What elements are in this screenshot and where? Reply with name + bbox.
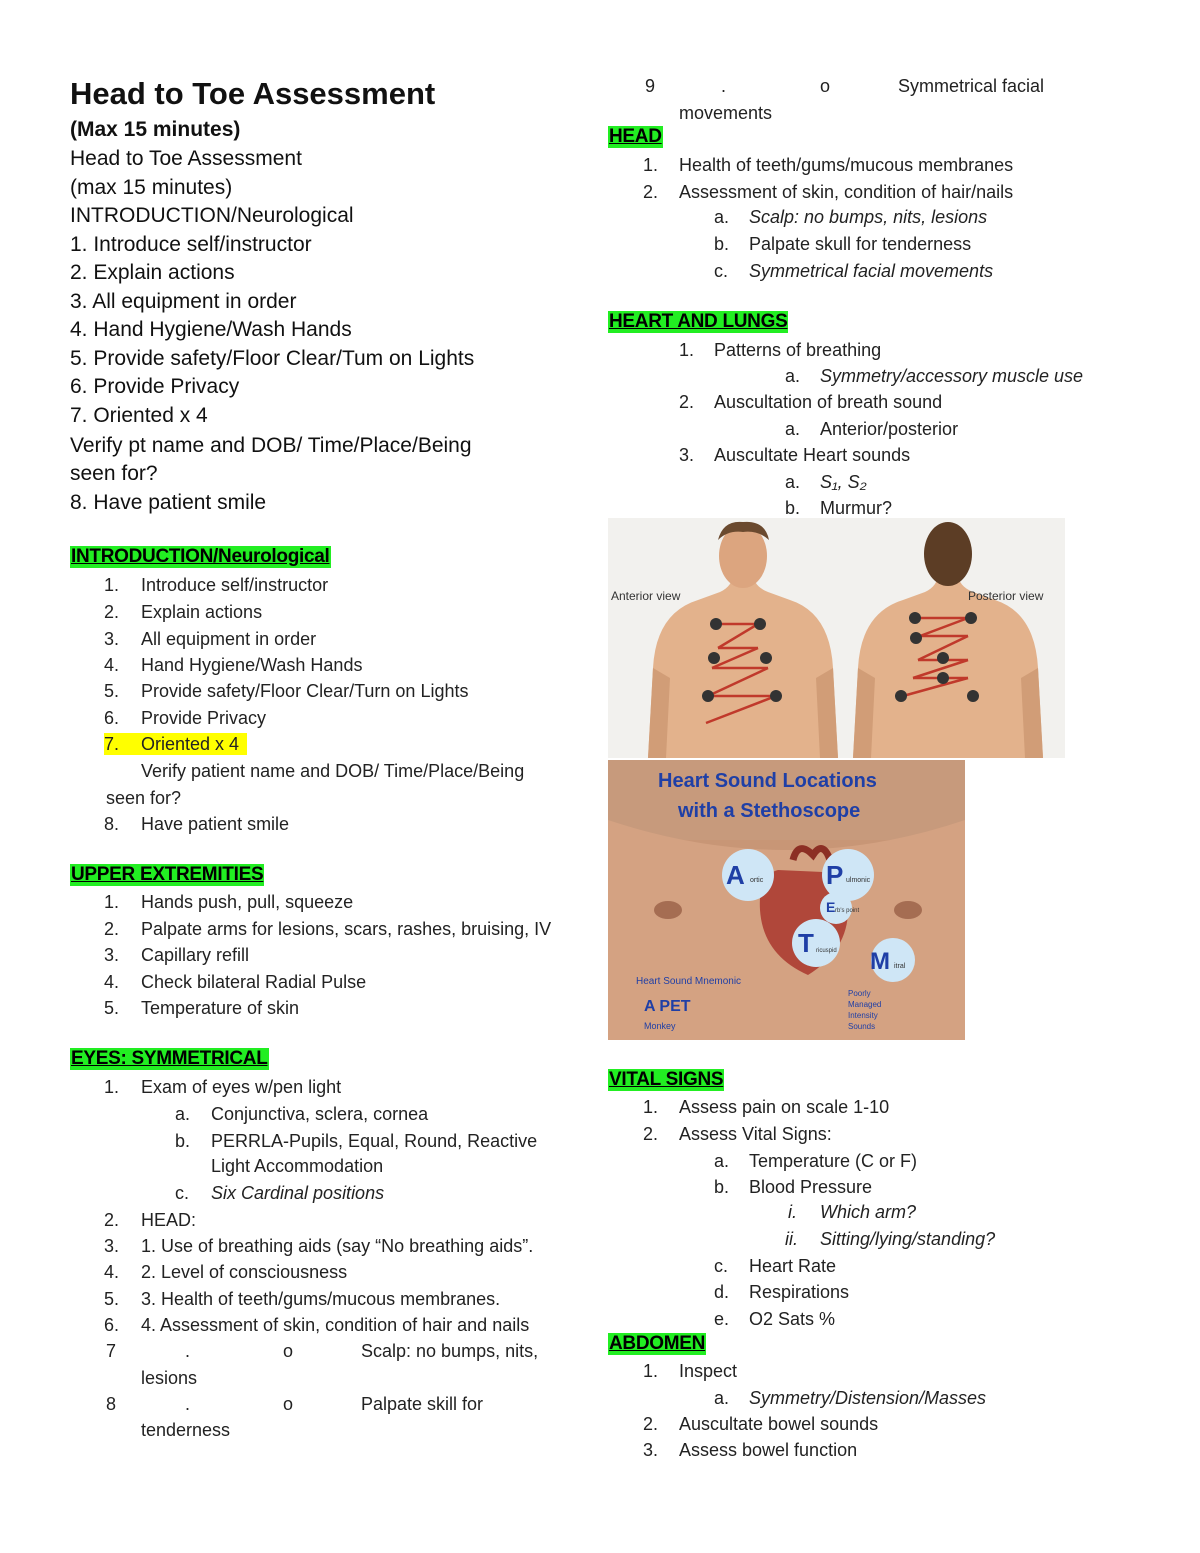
sub-letter: a. [714, 207, 730, 227]
list-dot: . [185, 1341, 191, 1361]
list-item: HEAD: [141, 1210, 197, 1230]
sub-sub-item: Which arm? [820, 1202, 917, 1222]
list-number: 1. [104, 1077, 120, 1097]
letter-tricuspid: T [798, 928, 814, 958]
label-tricuspid: ricuspid [816, 948, 837, 954]
list-item: Hands push, pull, squeeze [141, 892, 354, 912]
section-header-upper-extremities: UPPER EXTREMITIES [71, 864, 264, 885]
sub-letter: a. [175, 1104, 191, 1124]
list-number: 3. [104, 629, 120, 649]
sub-letter: a. [714, 1388, 730, 1408]
list-item: 4. Assessment of skin, condition of hair and nails [141, 1315, 530, 1335]
list-item: Assess Vital Signs: [679, 1124, 832, 1144]
sub-letter: e. [714, 1309, 730, 1329]
heart-image-title-1: Heart Sound Locations [658, 770, 877, 792]
letter-pulmonic: P [826, 860, 844, 890]
section-header-heart-lungs: HEART AND LUNGS [609, 311, 788, 332]
list-number: 3. [104, 945, 120, 965]
list-item: Auscultate Heart sounds [714, 445, 911, 465]
roman-numeral: i. [788, 1202, 797, 1222]
sub-letter: a. [714, 1151, 730, 1171]
list-number: 2. [104, 1210, 120, 1230]
sub-item: Heart Rate [749, 1256, 837, 1276]
label-aortic: ortic [750, 877, 764, 884]
list-item: Assessment of skin, condition of hair/nails [679, 182, 1014, 202]
page-subtitle: (Max 15 minutes) [70, 118, 241, 141]
list-item: Patterns of breathing [714, 340, 882, 360]
plain-line: 6. Provide Privacy [70, 375, 240, 398]
sub-letter: a. [785, 472, 801, 492]
list-item: Inspect [679, 1361, 738, 1381]
list-number: 7. [104, 733, 141, 755]
bullet-o: o [283, 1394, 294, 1414]
bullet-o: o [283, 1341, 294, 1361]
list-item: Palpate arms for lesions, scars, rashes, bruising, IV [141, 919, 552, 939]
list-number: 2. [104, 602, 120, 622]
list-item: Provide safety/Floor Clear/Turn on Lights [141, 681, 469, 701]
sub-item: Temperature (C or F) [749, 1151, 918, 1171]
list-number: 4. [104, 972, 120, 992]
list-item: Check bilateral Radial Pulse [141, 972, 367, 992]
page-title: Head to Toe Assessment [70, 76, 436, 111]
sub-letter: c. [175, 1183, 190, 1203]
list-item: Have patient smile [141, 814, 290, 834]
list-number: 2. [643, 1414, 659, 1434]
list-item: Palpate skill for [361, 1394, 484, 1414]
sub-letter: b. [714, 234, 730, 254]
sub-item: S₁, S₂ [820, 472, 867, 492]
plain-line: 5. Provide safety/Floor Clear/Tum on Lights [70, 347, 475, 370]
anterior-figure [648, 522, 838, 758]
acronym-line: Managed [848, 1000, 882, 1009]
list-item: Capillary refill [141, 945, 250, 965]
letter-mitral: M [870, 948, 890, 975]
bullet-o: o [820, 76, 831, 96]
sub-item: Murmur? [820, 498, 893, 518]
acronym-line: Sounds [848, 1022, 876, 1031]
list-item: Auscultate bowel sounds [679, 1414, 879, 1434]
plain-line: Verify pt name and DOB/ Time/Place/Being [70, 434, 472, 457]
sub-item: Blood Pressure [749, 1177, 873, 1197]
sub-letter: c. [714, 261, 729, 281]
list-number: 1. [104, 575, 120, 595]
letter-erbs: E [826, 899, 836, 915]
sub-item: Respirations [749, 1282, 850, 1302]
lung-auscultation-image [608, 518, 1065, 758]
heart-sound-image [608, 760, 965, 1040]
list-item: Introduce self/instructor [141, 575, 329, 595]
sub-letter: b. [175, 1131, 191, 1151]
list-number: 2. [104, 919, 120, 939]
list-dot: . [185, 1394, 191, 1414]
list-number: 3. [104, 1236, 120, 1256]
sub-item: Symmetrical facial movements [749, 261, 994, 281]
mnemonic-label: Heart Sound Mnemonic [636, 976, 742, 987]
list-item-continuation: tenderness [141, 1420, 231, 1440]
list-item: Symmetrical facial [898, 76, 1045, 96]
list-number: 8 [106, 1394, 117, 1414]
list-number: 4. [104, 655, 120, 675]
label-erbs: rb's point [835, 908, 860, 914]
sub-letter: b. [785, 498, 801, 518]
list-item: Assess pain on scale 1-10 [679, 1097, 890, 1117]
verify-line: seen for? [106, 788, 182, 808]
list-number: 2. [643, 182, 659, 202]
list-item: Explain actions [141, 602, 263, 622]
sub-item: Symmetry/accessory muscle use [820, 366, 1084, 386]
sub-letter: d. [714, 1282, 730, 1302]
plain-line: 8. Have patient smile [70, 491, 267, 514]
mnemonic-apet: A PET [644, 998, 691, 1015]
list-item: Hand Hygiene/Wash Hands [141, 655, 363, 675]
plain-line: INTRODUCTION/Neurological [70, 204, 354, 227]
list-number: 6. [104, 1315, 120, 1335]
list-item-highlighted: Oriented x 4 [141, 733, 247, 755]
sub-item: Conjunctiva, sclera, cornea [211, 1104, 429, 1124]
plain-line: 2. Explain actions [70, 261, 235, 284]
sub-item: Symmetry/Distension/Masses [749, 1388, 987, 1408]
list-number: 5. [104, 998, 120, 1018]
sub-item: Six Cardinal positions [211, 1183, 385, 1203]
list-item: Provide Privacy [141, 708, 267, 728]
list-number: 1. [643, 1097, 659, 1117]
torso-illustration [608, 518, 1065, 758]
sub-item: Anterior/posterior [820, 419, 959, 439]
list-item: 1. Use of breathing aids (say “No breathing aids”. [141, 1236, 534, 1256]
section-header-vital-signs: VITAL SIGNS [609, 1069, 724, 1090]
sub-item: Palpate skull for tenderness [749, 234, 972, 254]
list-item: All equipment in order [141, 629, 317, 649]
verify-line: Verify patient name and DOB/ Time/Place/Being [141, 761, 525, 781]
list-number: 3. [643, 1440, 659, 1460]
sub-item: O2 Sats % [749, 1309, 836, 1329]
list-item: 2. Level of consciousness [141, 1262, 348, 1282]
plain-line: 1. Introduce self/instructor [70, 233, 312, 256]
list-item: 3. Health of teeth/gums/mucous membranes. [141, 1289, 501, 1309]
posterior-view-label: Posterior view [968, 589, 1044, 603]
section-header-head: HEAD [609, 126, 662, 147]
list-number: 9 [645, 76, 656, 96]
sub-letter: a. [785, 419, 801, 439]
section-header-eyes: EYES: SYMMETRICAL [71, 1048, 268, 1069]
sub-item: PERRLA-Pupils, Equal, Round, Reactive [211, 1131, 538, 1151]
sub-item-continuation: Light Accommodation [211, 1156, 384, 1176]
list-item: Temperature of skin [141, 998, 300, 1018]
list-number: 2. [679, 392, 695, 412]
list-number: 2. [643, 1124, 659, 1144]
list-item-continuation: lesions [141, 1368, 198, 1388]
anterior-view-label: Anterior view [611, 589, 681, 603]
plain-line: Head to Toe Assessment [70, 147, 302, 170]
acronym-line: Intensity [848, 1011, 878, 1020]
sub-letter: c. [714, 1256, 729, 1276]
list-item: Assess bowel function [679, 1440, 858, 1460]
mnemonic-monkey: Monkey [644, 1021, 676, 1031]
letter-aortic: A [726, 860, 745, 890]
list-number: 4. [104, 1262, 120, 1282]
list-number: 3. [679, 445, 695, 465]
section-header-introduction: INTRODUCTION/Neurological [71, 546, 330, 567]
list-item: Exam of eyes w/pen light [141, 1077, 342, 1097]
plain-line: 7. Oriented x 4 [70, 404, 208, 427]
list-number: 5. [104, 1289, 120, 1309]
plain-line: (max 15 minutes) [70, 176, 233, 199]
heart-image-title-2: with a Stethoscope [678, 800, 861, 822]
roman-numeral: ii. [785, 1229, 798, 1249]
list-number: 6. [104, 708, 120, 728]
plain-line: 3. All equipment in order [70, 290, 297, 313]
list-item: Scalp: no bumps, nits, [361, 1341, 539, 1361]
list-number: 1. [104, 892, 120, 912]
section-header-abdomen: ABDOMEN [609, 1333, 706, 1354]
posterior-figure [853, 522, 1043, 758]
list-dot: . [721, 76, 727, 96]
acronym-line: Poorly [848, 989, 871, 998]
sub-sub-item: Sitting/lying/standing? [820, 1229, 996, 1249]
list-number: 5. [104, 681, 120, 701]
heart-sound-illustration [608, 760, 965, 1040]
label-mitral: itral [894, 963, 906, 970]
list-number: 7 [106, 1341, 117, 1361]
sub-letter: a. [785, 366, 801, 386]
label-pulmonic: ulmonic [846, 877, 871, 884]
sub-letter: b. [714, 1177, 730, 1197]
list-item: Health of teeth/gums/mucous membranes [679, 155, 1014, 175]
plain-line: seen for? [70, 462, 158, 485]
list-number: 1. [643, 155, 659, 175]
list-number: 8. [104, 814, 120, 834]
sub-item: Scalp: no bumps, nits, lesions [749, 207, 988, 227]
list-item: Auscultation of breath sound [714, 392, 943, 412]
list-item-continuation: movements [679, 103, 773, 123]
plain-line: 4. Hand Hygiene/Wash Hands [70, 318, 352, 341]
list-number: 1. [679, 340, 695, 360]
list-number: 1. [643, 1361, 659, 1381]
